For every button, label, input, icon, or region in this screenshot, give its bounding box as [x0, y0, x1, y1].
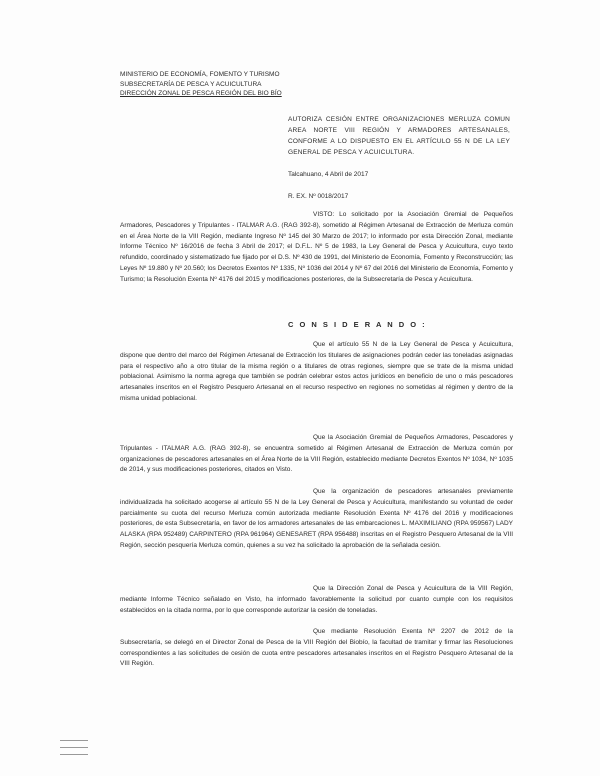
- undersecretariat-name: SUBSECRETARÍA DE PESCA Y ACUICULTURA: [120, 80, 262, 88]
- ministry-name: MINISTERIO DE ECONOMÍA, FOMENTO Y TURISMO: [120, 71, 280, 78]
- visto-paragraph: VISTO: Lo solicitado por la Asociación Gremial de Pequeños Armadores, Pescadores y Tripulantes - ITALMAR A.G. (RAG 392-8), sometido al Régimen Artesanal de Extracción de Merluza común en el Área Norte de la VIII Región, mediante Ingreso Nº 145 del 30 Marzo de 2017; lo informado por esta Dirección Zonal, mediante Informe Técnico Nº 16/2016 de fecha 3 Abril de 2017; el D.F.L. Nº 5 de 1983, la Ley General de Pesca y Acuicultura, cuyo texto refundido, coordinado y sistematizado fue fijado por el D.S. Nº 430 de 1991, del Ministerio de Economía, Fomento y Reconstrucción; las Leyes Nº 19.880 y Nº 20.560; los Decretos Exentos Nº 1335, Nº 1036 del 2014 y Nº 67 del 2016 del Ministerio de Economía, Fomento y Turismo; la Resolución Exenta Nº 4176 del 2015 y modificaciones posteriores, de la Subsecretaría de Pesca y Acuicultura.: [120, 211, 513, 283]
- margin-marks: [60, 740, 88, 761]
- resolution-subject: AUTORIZA CESIÓN ENTRE ORGANIZACIONES MERLUZA COMUN AREA NORTE VIII REGIÓN Y ARMADORES ARTESANALES, CONFORME A LO DISPUESTO EN EL ARTÍCULO 55 N DE LA LEY GENERAL DE PESCA Y ACUICULTURA.: [288, 116, 510, 156]
- zonal-direction-name: DIRECCIÓN ZONAL DE PESCA REGIÓN DEL BIO BÍO: [120, 90, 282, 97]
- considerando-paragraph: Que mediante Resolución Exenta Nº 2207 de 2012 de la Subsecretaría, se delegó en el Director Zonal de Pesca de la VIII Región del Biobío, la facultad de tramitar y firmar las Resoluciones correspondientes a las solicitudes de cesión de cuota entre pescadores artesanales inscritos en el Registro Pesquero Artesanal de la VIII Región.: [120, 628, 513, 668]
- considerando-heading: C O N S I D E R A N D O :: [288, 320, 427, 329]
- resolution-number: R. EX. Nº 0018/2017: [288, 193, 349, 200]
- considerando-paragraph: Que la organización de pescadores artesanales previamente individualizada ha solicitado acogerse al artículo 55 N de la Ley General de Pesca y Acuicultura, manifestando su voluntad de ceder parcialmente su cuota del recurso Merluza común autorizada mediante Resolución Exenta Nº 4176 del 2016 y modificaciones posteriores, de esta Subsecretaría, en favor de los armadores artesanales de las embarcaciones L. MAXIMILIANO (RPA 959567) LADY ALASKA (RPA 952489) CARPINTERO (RPA 961964) GENESARET (RPA 956488) inscritas en el Registro Pesquero Artesanal de la VIII Región, sección pesquería Merluza común, quienes a su vez ha solicitado la aprobación de la señalada cesión.: [120, 488, 513, 549]
- considerando-paragraph: Que el artículo 55 N de la Ley General de Pesca y Acuicultura, dispone que dentro del marco del Régimen Artesanal de Extracción los titulares de asignaciones podrán ceder las toneladas asignadas para el respectivo año a otro titular de la misma región o a titulares de otras regiones, siempre que se trate de la misma unidad poblacional. Asimismo la norma agrega que también se podrán celebrar estos actos jurídicos en beneficio de uno o más pescadores artesanales inscritos en el Registro Pesquero Artesanal en el recurso respectivo en regiones no sometidas al régimen y dentro de la misma unidad poblacional.: [120, 341, 513, 402]
- issuer-header: [120, 70, 320, 99]
- considerando-paragraph: Que la Dirección Zonal de Pesca y Acuicultura de la VIII Región, mediante Informe Técnico señalado en Visto, ha informado favorablemente la solicitud por cuanto cumple con los requisitos establecidos en la citada norma, por lo que corresponde autorizar la cesión de toneladas.: [120, 585, 513, 614]
- considerando-paragraph: Que la Asociación Gremial de Pequeños Armadores, Pescadores y Tripulantes - ITALMAR A.G. (RAG 392-8), se encuentra sometido al Régimen Artesanal de Extracción de Merluza común por organizaciones de pescadores artesanales en el Área Norte de la VIII Región, establecido mediante Decretos Exentos Nº 1034, Nº 1035 de 2014, y sus modificaciones posteriores, citados en Visto.: [120, 434, 513, 474]
- place-date: Talcahuano, 4 Abril de 2017: [288, 171, 369, 178]
